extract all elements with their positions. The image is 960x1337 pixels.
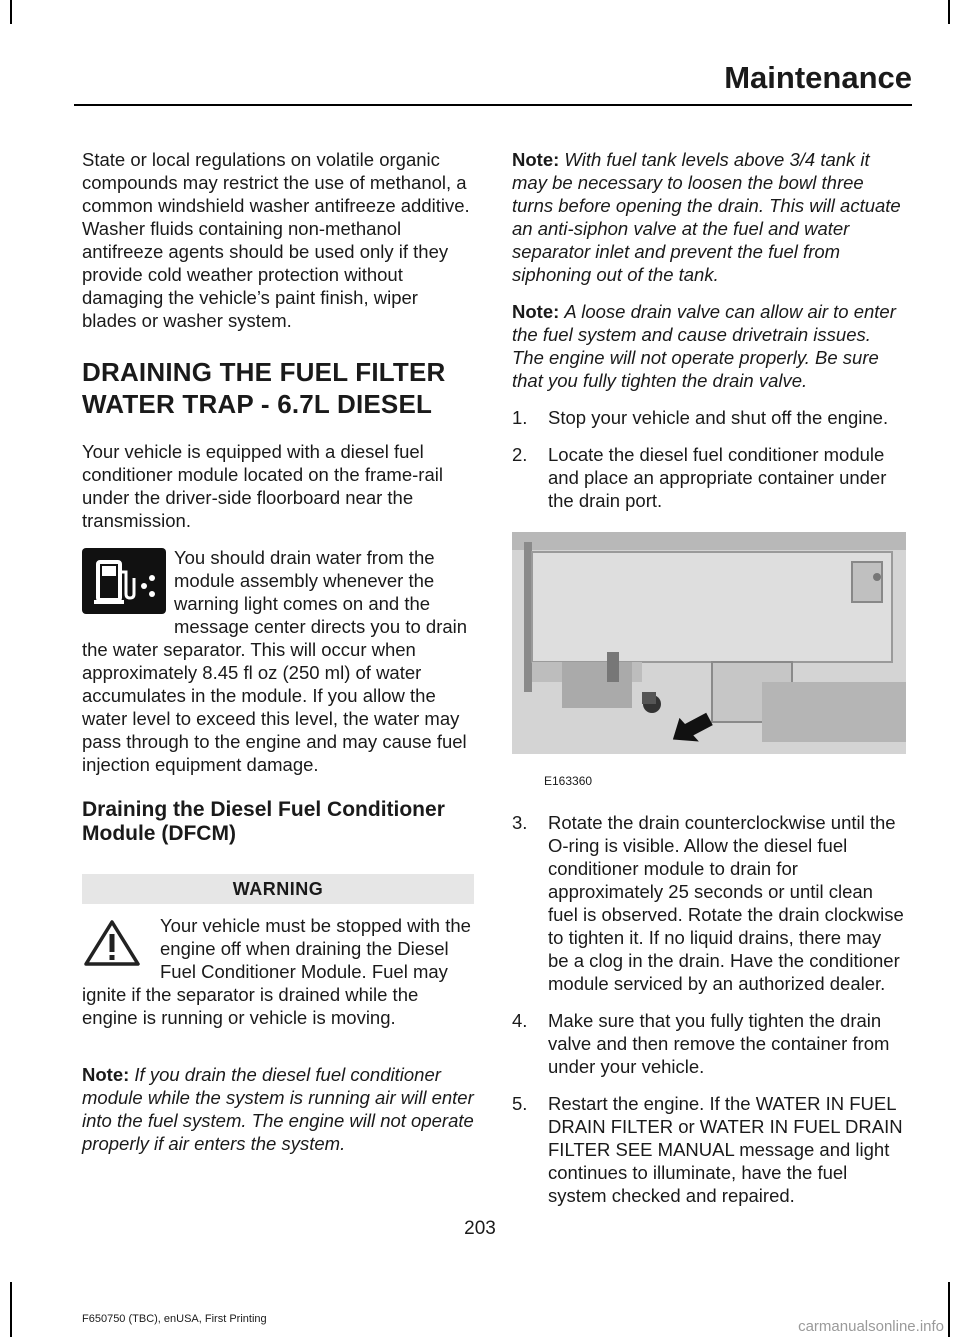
step-item: 5. Restart the engine. If the WATER IN FUEL DRAIN FILTER or WATER IN FUEL DRAIN FILTER SEE MANUAL message and light continues to illuminate, have the fuel system checked and repaired. bbox=[512, 1093, 903, 1206]
page-title: Maintenance bbox=[724, 60, 912, 95]
warning-text: Your vehicle must be stopped with the engine off when draining the Diesel Fuel Conditioner Module. Fuel may ignite if the separator is drained while the engine is running or vehicle is moving. bbox=[82, 915, 471, 1028]
crop-mark bbox=[948, 0, 950, 24]
drain-port-figure bbox=[512, 532, 906, 754]
right-column bbox=[512, 148, 906, 1221]
note-label: Note: bbox=[82, 1064, 130, 1085]
note-label: Note: bbox=[512, 149, 560, 170]
arrow-icon bbox=[667, 710, 713, 749]
note-text: A loose drain valve can allow air to enter the fuel system and cause drivetrain issues. The engine will not operate properly. Be sure that you fully tighten the drain valve. bbox=[512, 301, 896, 391]
crop-mark bbox=[10, 1282, 12, 1337]
crop-mark bbox=[10, 0, 12, 24]
left-column bbox=[82, 148, 474, 1169]
note-label: Note: bbox=[512, 301, 560, 322]
figure-code: E163360 bbox=[544, 774, 593, 788]
step-item: 2. Locate the diesel fuel conditioner module and place an appropriate container under the drain port. bbox=[512, 444, 887, 511]
note-text: With fuel tank levels above 3/4 tank it may be necessary to loosen the bowl three turns before opening the drain. This will actuate an anti-siphon valve at the fuel and water separator inlet and prevent the fuel from siphoning out of the tank. bbox=[512, 149, 901, 285]
crop-mark bbox=[948, 1282, 950, 1337]
equipped-paragraph: Your vehicle is equipped with a diesel fuel conditioner module located on the frame-rail under the driver-side floorboard near the transmission. bbox=[82, 441, 443, 531]
page-number: 203 bbox=[464, 1218, 496, 1239]
note-paragraph-1 bbox=[512, 148, 906, 286]
note-paragraph-2 bbox=[512, 300, 906, 392]
warning-label: WARNING bbox=[82, 874, 474, 904]
header-divider bbox=[74, 104, 912, 106]
note-paragraph bbox=[82, 1063, 474, 1155]
steps-list-continued bbox=[512, 811, 906, 1207]
note-text: If you drain the diesel fuel conditioner module while the system is running air will enter into the fuel system. The engine will not operate properly if air enters the system. bbox=[82, 1064, 474, 1154]
step-item: 1. Stop your vehicle and shut off the engine. bbox=[512, 407, 889, 428]
warning-box bbox=[82, 874, 474, 1029]
warning-body bbox=[82, 904, 474, 1029]
watermark[interactable]: carmanualsonline.info bbox=[798, 1318, 944, 1335]
step-item: 3. Rotate the drain counterclockwise until the O-ring is visible. Allow the diesel fuel conditioner module to drain for approximately 25 seconds or until clean fuel is observed. Rotate the drain clockwise to tighten it. If no liquid drains, there may be a clog in the drain. Have the conditioner module serviced by an authorized dealer. bbox=[512, 812, 904, 994]
drain-paragraph: You should drain water from the module assembly whenever the warning light comes on and the message center directs you to drain the water separator. This will occur when approximately 8.45 fl oz (250 ml) of water accumulates in the module. If you allow the water level to exceed this level, the water may pass through to the engine and may cause fuel injection equipment damage. bbox=[82, 547, 468, 775]
section-heading: DRAINING THE FUEL FILTER WATER TRAP - 6.7L DIESEL bbox=[82, 357, 446, 419]
warning-triangle-icon bbox=[82, 918, 142, 968]
step-item: 4. Make sure that you fully tighten the drain valve and then remove the container from under your vehicle. bbox=[512, 1010, 890, 1077]
subheading: Draining the Diesel Fuel Conditioner Module (DFCM) bbox=[82, 798, 445, 845]
intro-paragraph: State or local regulations on volatile organic compounds may restrict the use of methanol, a common windshield washer antifreeze additive. Washer fluids containing non-methanol antifreeze agents should be used only if they provide cold weather protection without damaging the vehicle’s paint finish, wiper blades or washer system. bbox=[82, 149, 470, 331]
printing-info: F650750 (TBC), enUSA, First Printing bbox=[82, 1313, 267, 1325]
water-in-fuel-icon bbox=[82, 548, 166, 614]
steps-list bbox=[512, 406, 906, 512]
